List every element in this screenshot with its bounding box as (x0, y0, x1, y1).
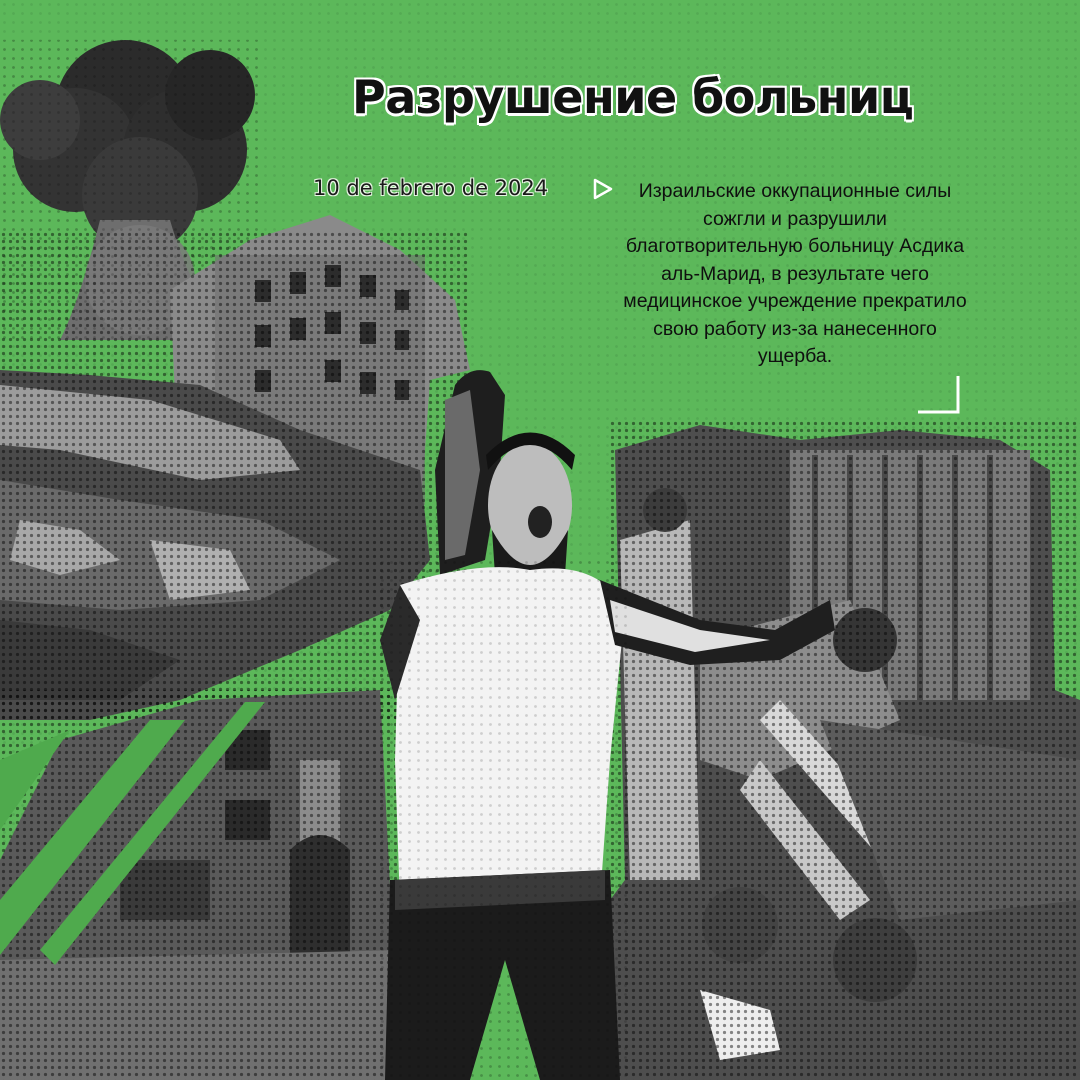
corner-bracket-icon (916, 374, 962, 416)
date-label: 10 de febrero de 2024 (313, 176, 549, 200)
page-title: Разрушение больниц (352, 70, 914, 124)
play-triangle-icon (592, 178, 614, 200)
hospital-photo (610, 420, 1080, 1080)
lower-building-photo (0, 690, 400, 1080)
article-body: Израильские оккупационные силы сожгли и разрушили благотворительную больницу Асдика аль-Марид, в результате чего медицинское учреждение прекратило свою работу из-за нанесенного ущерба. (623, 180, 967, 367)
